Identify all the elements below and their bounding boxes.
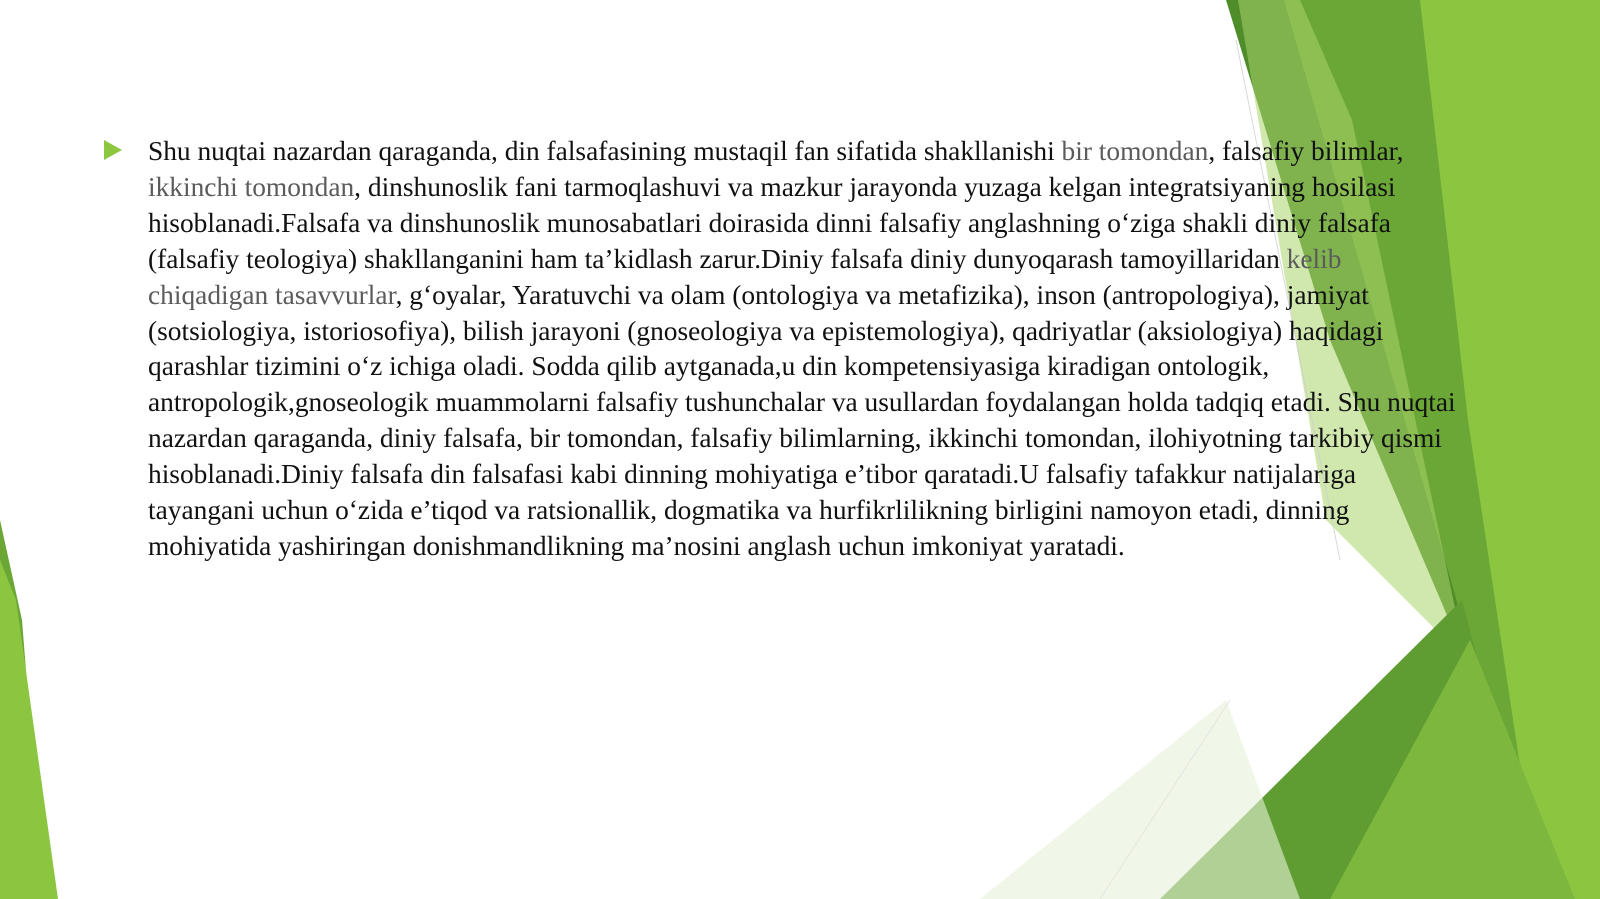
body-paragraph bbox=[148, 134, 1464, 565]
text-segment: Shu nuqtai nazardan qaraganda, din falsafasining mustaqil fan sifatida shakllanishi bbox=[148, 136, 1062, 166]
text-segment: , falsafiy bilimlar, bbox=[1208, 136, 1404, 166]
text-segment: , dinshunoslik fani tarmoqlashuvi va mazkur jarayonda yuzaga kelgan integratsiyaning hosilasi hisoblanadi.Falsafa va dinshunoslik munosabatlari doirasida dinni falsafiy anglashning o‘ziga shakli diniy falsafa (falsafiy teologiya) shakllanganini ham ta’kidlash zarur.Diniy falsafa diniy dunyoqarash tamoyillaridan bbox=[148, 171, 1396, 274]
green-triangle-icon bbox=[104, 140, 122, 160]
content-area bbox=[104, 134, 1464, 565]
text-segment: , g‘oyalar, Yaratuvchi va olam (ontologiya va metafizika), inson (antropologiya), jamiyat (sotsiologiya, istoriosofiya), bilish jarayoni (gnoseologiya va epistemologiya), qadriyatlar (aksiologiya) haqidagi qarashlar tizimini o‘z ichiga oladi. Sodda qilib aytganada,u din kompetensiyasiga kiradigan ontologik, antropologik,gnoseologik muammolarni falsafiy tushunchalar va usullardan foydalangan holda tadqiq etadi. Shu nuqtai nazardan qaraganda, diniy falsafa, bir tomondan, falsafiy bilimlarning, ikkinchi tomondan, ilohiyotning tarkibiy qismi hisoblanadi.Diniy falsafa din falsafasi kabi dinning mohiyatiga e’tibor qaratadi.U falsafiy tafakkur natijalariga tayangani uchun o‘zida e’tiqod va ratsionallik, dogmatika va hurfikrlilikning birligini namoyon etadi, dinning mohiyatida yashiringan donishmandlikning ma’nosini anglash uchun imkoniyat yaratadi. bbox=[148, 279, 1456, 561]
bullet-item bbox=[104, 134, 1464, 565]
left-band-light bbox=[0, 560, 58, 899]
text-segment-gray: bir tomondan bbox=[1061, 136, 1209, 166]
right-bottom-soft bbox=[980, 700, 1300, 899]
text-segment-gray: ikkinchi tomondan bbox=[148, 171, 355, 202]
text-segment-gray: kelib chiqadigan tasavvurlar bbox=[148, 243, 1342, 310]
